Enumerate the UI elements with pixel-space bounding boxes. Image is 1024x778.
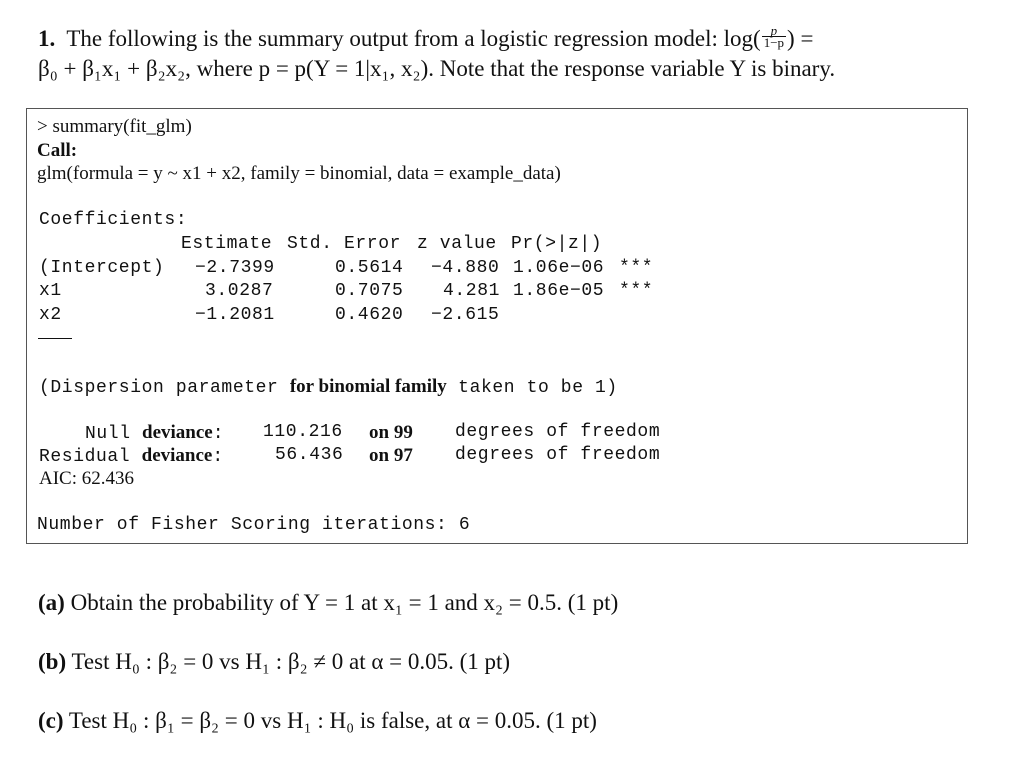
residual-deviance-value: 56.436: [275, 445, 344, 465]
problem-number: 1.: [38, 26, 56, 51]
coef-p: 1.06e−06: [513, 258, 605, 278]
call-label: Call:: [37, 140, 78, 161]
col-estimate: Estimate: [181, 234, 273, 254]
problem-statement: [38, 24, 978, 84]
coef-p: 1.86e−05: [513, 281, 605, 301]
coef-term: (Intercept): [39, 258, 165, 278]
null-deviance-text: degrees of freedom: [455, 422, 661, 442]
r-output-box: [26, 108, 968, 544]
col-p-value: Pr(>|z|): [511, 234, 603, 254]
null-deviance-df: on 99: [369, 422, 413, 443]
coef-estimate: −1.2081: [195, 305, 275, 325]
coef-sig: ***: [619, 281, 654, 301]
call-line: glm(formula = y ~ x1 + x2, family = binomial, data = example_data): [37, 163, 561, 184]
question-c: (c) Test H₀ : β₁ = β₂ = 0 vs H₁ : H₀ is false, at α = 0.05. (1 pt): [38, 708, 597, 733]
dispersion-note: (Dispersion parameter for binomial family taken to be 1): [39, 376, 618, 398]
coef-estimate: 3.0287: [205, 281, 274, 301]
residual-deviance-text: degrees of freedom: [455, 445, 661, 465]
problem-line-1: [38, 24, 978, 54]
problem-text-1-end: ) =: [787, 26, 814, 51]
col-z-value: z value: [417, 234, 497, 254]
coef-se: 0.5614: [335, 258, 404, 278]
fisher-iterations: Number of Fisher Scoring iterations: 6: [37, 515, 471, 535]
col-std-error: Std. Error: [287, 234, 402, 254]
coef-term: x1: [39, 281, 62, 301]
aic-line: AIC: 62.436: [39, 468, 134, 489]
problem-text-2: β₀ + β₁x₁ + β₂x₂, where p = p(Y = 1|x₁, x₂). Note that the response variable Y is binary.: [38, 56, 836, 81]
coef-se: 0.4620: [335, 305, 404, 325]
residual-deviance-label: Residual deviance:: [39, 445, 224, 467]
coef-estimate: −2.7399: [195, 258, 275, 278]
coef-z: −2.615: [431, 305, 500, 325]
coef-term: x2: [39, 305, 62, 325]
null-deviance-label: Null deviance:: [85, 422, 225, 444]
signif-codes-rule: [38, 338, 72, 339]
question-b: (b) Test H₀ : β₂ = 0 vs H₁ : β₂ ≠ 0 at α = 0.05. (1 pt): [38, 649, 511, 674]
question-a: (a) Obtain the probability of Y = 1 at x₁ = 1 and x₂ = 0.5. (1 pt): [38, 590, 619, 615]
odds-fraction: $\frac{p}{1-p}$: [763, 23, 785, 51]
summary-command: > summary(fit_glm): [37, 116, 192, 137]
null-deviance-value: 110.216: [263, 422, 343, 442]
coef-z: 4.281: [443, 281, 501, 301]
coefficients-label: Coefficients:: [39, 210, 188, 230]
problem-text-1: The following is the summary output from a logistic regression model: log(: [66, 26, 761, 51]
coef-z: −4.880: [431, 258, 500, 278]
residual-deviance-df: on 97: [369, 445, 413, 466]
coef-sig: ***: [619, 258, 654, 278]
coef-se: 0.7075: [335, 281, 404, 301]
